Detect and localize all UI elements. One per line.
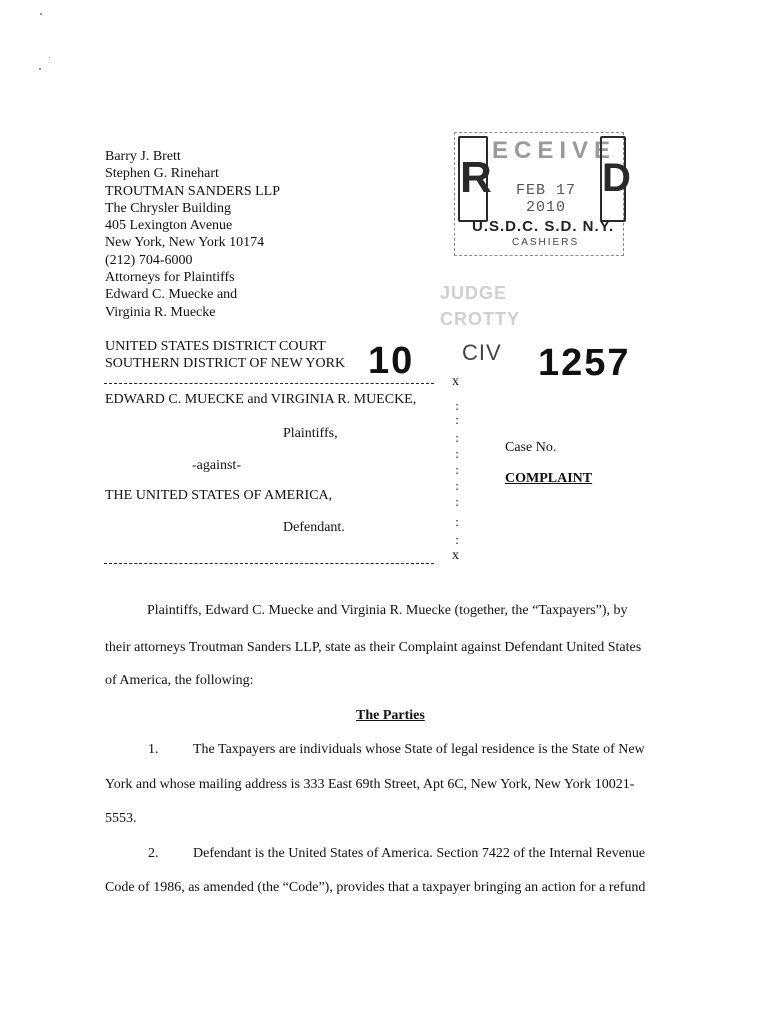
paragraph-1-line-2: York and whose mailing address is 333 East 69th Street, Apt 6C, New York, New York 10021-: [105, 777, 635, 792]
attorney-line: 405 Lexington Avenue: [105, 218, 233, 234]
defendant-label: Defendant.: [283, 520, 345, 535]
caption-colon: :: [455, 478, 459, 493]
caption-colon: :: [455, 430, 459, 445]
plaintiffs-names: EDWARD C. MUECKE and VIRGINIA R. MUECKE,: [105, 392, 417, 407]
case-year-handwritten: 10: [368, 340, 415, 382]
caption-colon: :: [455, 446, 459, 461]
case-civ-stamp: CIV: [462, 340, 502, 365]
caption-colon: :: [455, 412, 459, 427]
caption-colon: :: [455, 494, 459, 509]
attorney-line: New York, New York 10174: [105, 235, 265, 251]
against-label: -against-: [192, 458, 241, 473]
defendant-name: THE UNITED STATES OF AMERICA,: [105, 488, 333, 503]
scan-speck: [40, 13, 42, 15]
attorney-line: Virginia R. Muecke: [105, 304, 216, 320]
caption-colon: :: [455, 398, 459, 413]
stamp-letter-r: R: [458, 136, 488, 222]
paragraph-1-line-1: The Taxpayers are individuals whose State of legal residence is the State of New: [193, 742, 645, 757]
attorney-line: The Chrysler Building: [105, 200, 231, 216]
attorney-line: Barry J. Brett: [105, 149, 181, 164]
attorney-line: Attorneys for Plaintiffs: [105, 270, 235, 286]
caption-colon: :: [455, 514, 459, 529]
paragraph-2-line-2: Code of 1986, as amended (the “Code”), provides that a taxpayer bringing an action for a refund: [105, 880, 646, 895]
scan-speck: [49, 57, 50, 58]
stamp-received-text: ECEIVE: [492, 137, 617, 164]
court-line-2: SOUTHERN DISTRICT OF NEW YORK: [105, 356, 346, 372]
stamp-office: CASHIERS: [512, 237, 580, 248]
intro-line-1: Plaintiffs, Edward C. Muecke and Virginia R. Muecke (together, the “Taxpayers”), by: [147, 603, 628, 618]
caption-colon: :: [455, 532, 459, 547]
stamp-court: U.S.D.C. S.D. N.Y.: [472, 218, 615, 235]
caption-x-bottom: x: [452, 548, 459, 563]
plaintiffs-label: Plaintiffs,: [283, 426, 338, 441]
intro-line-2: their attorneys Troutman Sanders LLP, state as their Complaint against Defendant United States: [105, 640, 642, 655]
paragraph-2-line-1: Defendant is the United States of America. Section 7422 of the Internal Revenue: [193, 846, 646, 861]
judge-stamp: JUDGE CROTTY: [440, 283, 520, 329]
intro-line-3: of America, the following:: [105, 673, 254, 688]
document-type: COMPLAINT: [505, 471, 593, 486]
stamp-date: FEB 17 2010: [515, 182, 576, 216]
attorney-line: Edward C. Muecke and: [105, 287, 238, 303]
caption-bottom-rule: [104, 563, 434, 564]
court-line-1: UNITED STATES DISTRICT COURT: [105, 339, 326, 354]
scan-speck: [39, 68, 41, 70]
attorney-line: Stephen G. Rinehart: [105, 166, 219, 182]
paragraph-1-line-3: 5553.: [105, 811, 137, 826]
caption-x-top: x: [452, 374, 459, 389]
attorney-line: (212) 704-6000: [105, 252, 193, 268]
court-name: [105, 338, 345, 373]
case-no-label: Case No.: [505, 440, 557, 455]
attorney-block: [105, 148, 280, 321]
paragraph-number: 2.: [148, 846, 159, 861]
case-number-handwritten: 1257: [538, 342, 631, 384]
stamp-letter-d: D: [600, 136, 626, 222]
received-stamp: [450, 128, 630, 262]
caption-top-rule: [104, 383, 434, 384]
caption-colon: :: [455, 462, 459, 477]
section-heading: The Parties: [356, 708, 425, 723]
attorney-line: TROUTMAN SANDERS LLP: [105, 183, 281, 199]
paragraph-number: 1.: [148, 742, 159, 757]
